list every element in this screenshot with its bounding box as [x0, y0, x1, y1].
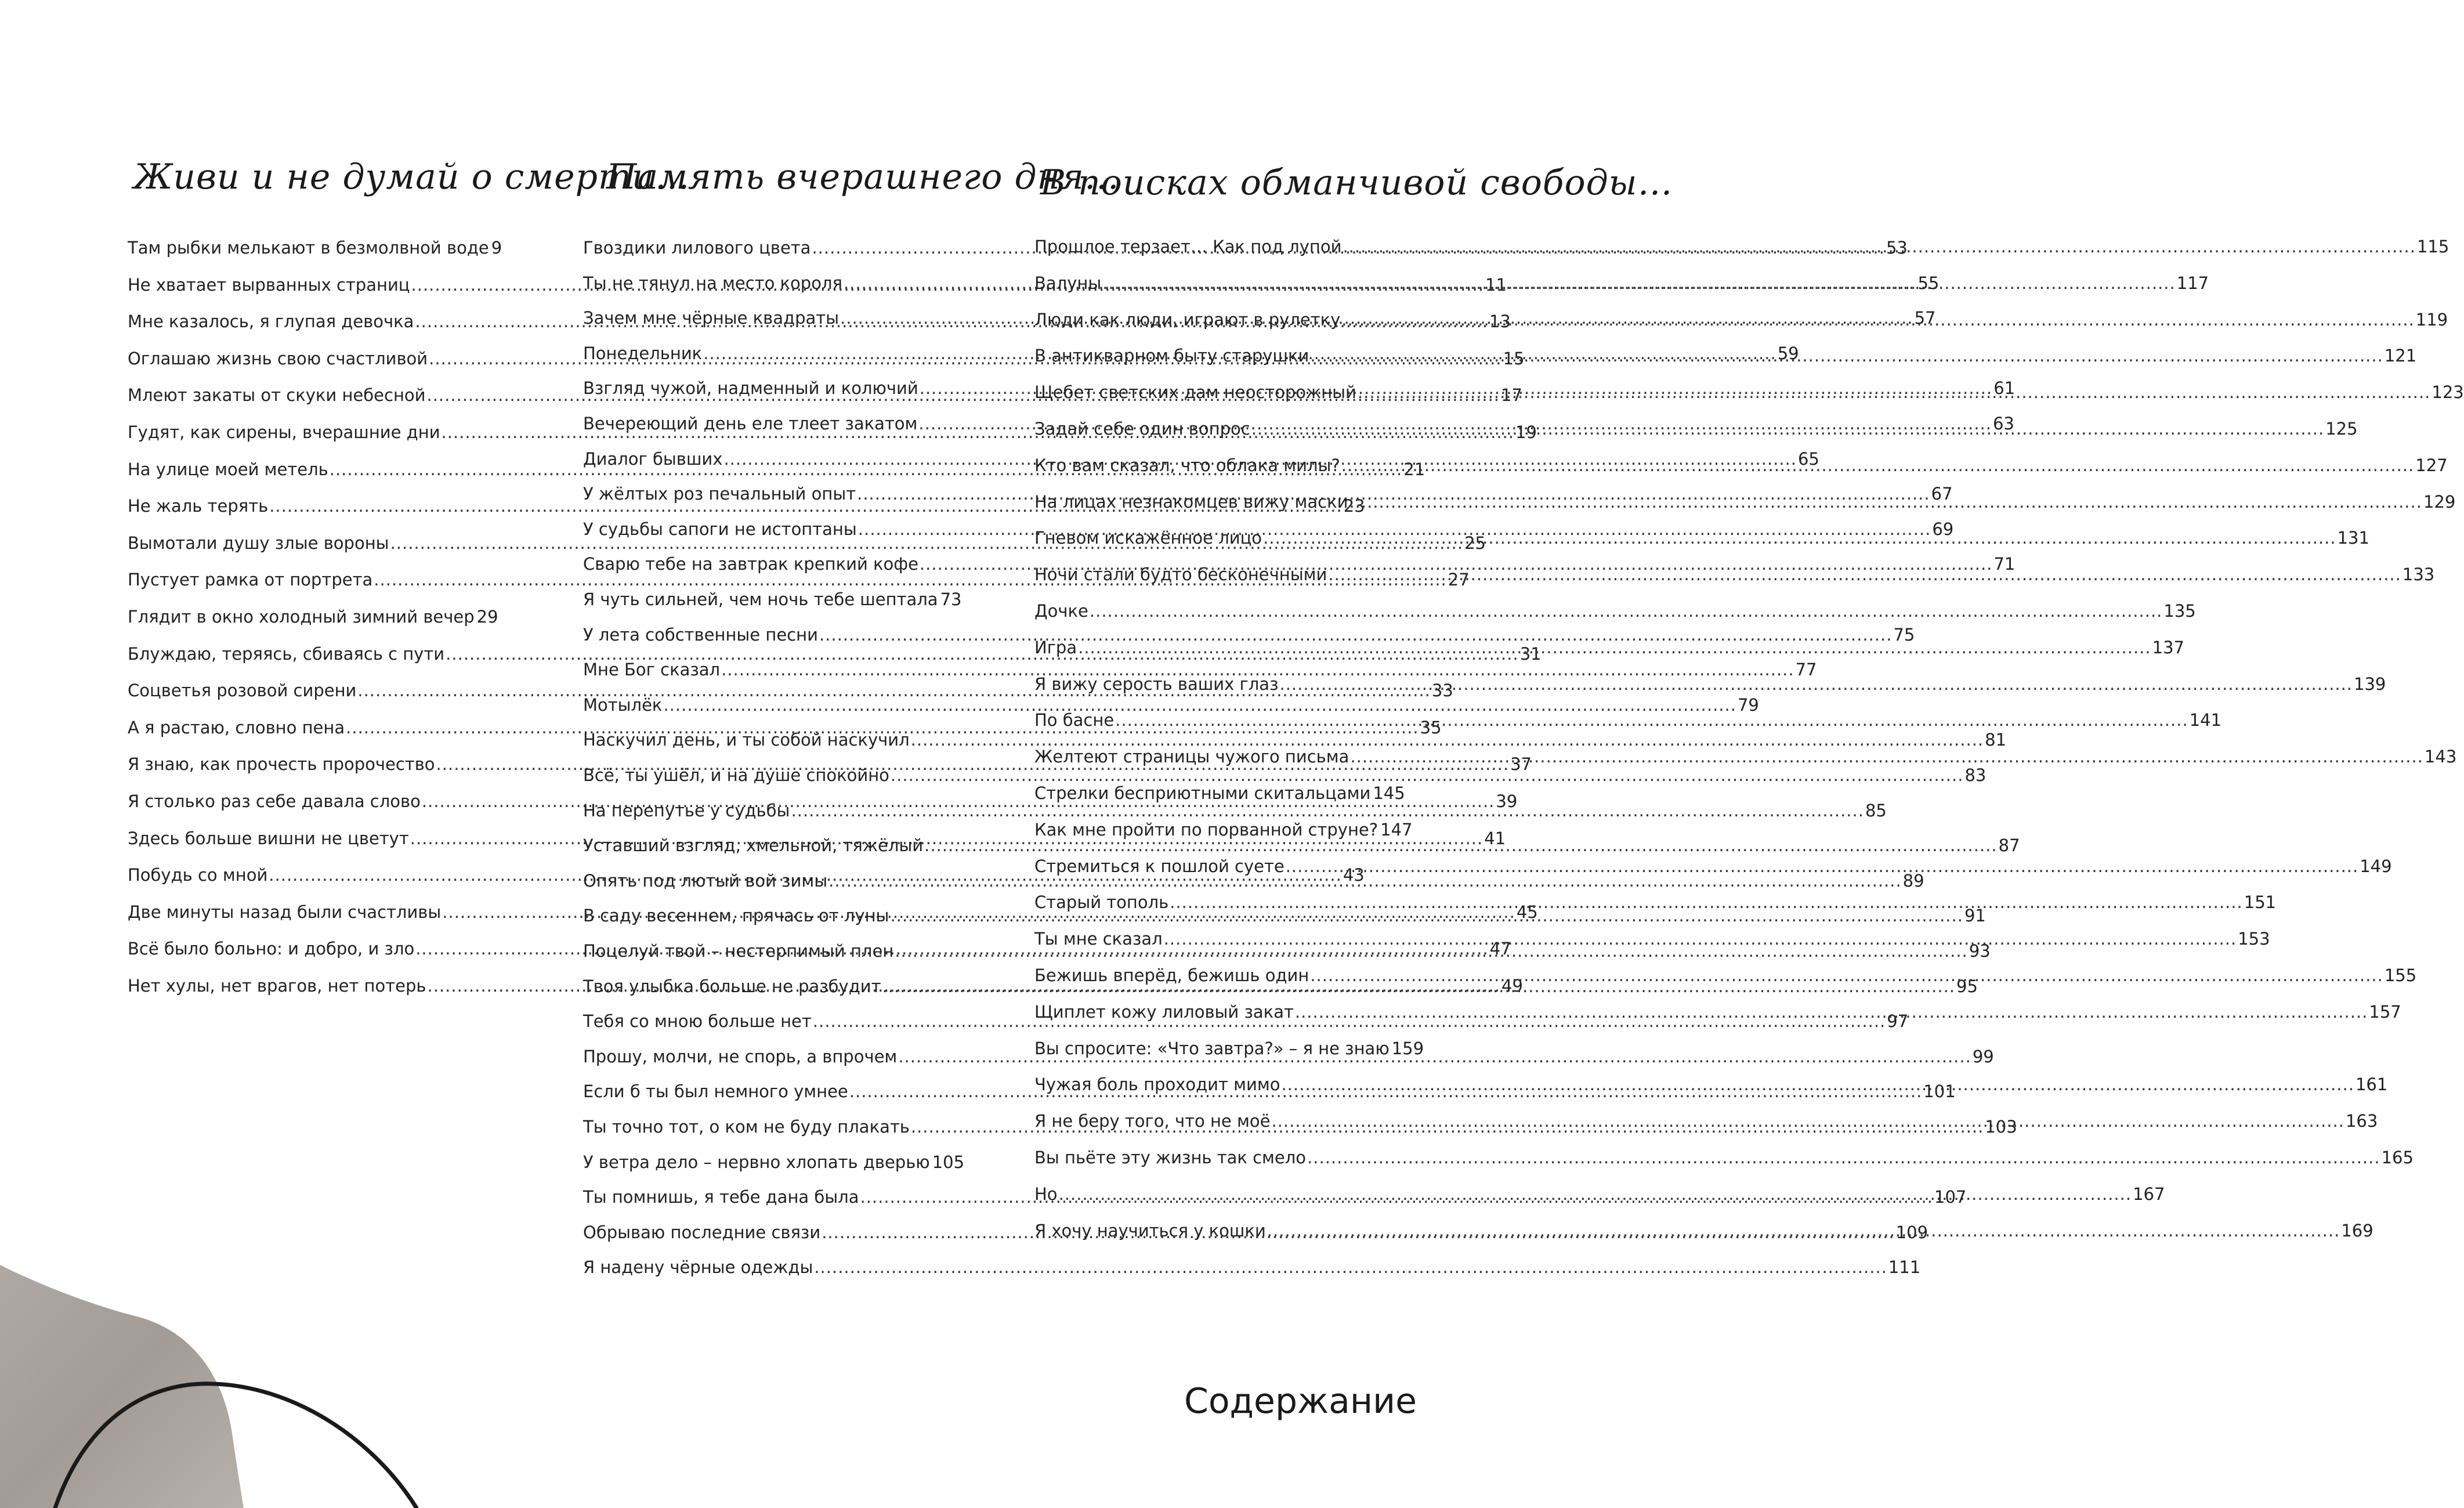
toc-entry-page: 13 — [1489, 312, 1511, 332]
toc-entry-page: 59 — [1777, 343, 1799, 363]
toc-entry-page: 11 — [1485, 274, 1507, 295]
toc-entry-title: Опять под лютый вой зимы — [583, 870, 828, 891]
toc-entry[interactable] — [583, 624, 1915, 645]
dot-leader — [1307, 1148, 2380, 1167]
toc-entry-page: 151 — [2244, 892, 2277, 913]
toc-entry-title: Я вижу серость ваших глаз — [1034, 674, 1279, 694]
toc-entry-page: 85 — [1865, 800, 1887, 820]
toc-entry[interactable] — [1034, 1038, 1424, 1058]
toc-entry-page: 71 — [1993, 554, 2016, 574]
toc-entry-title: На лицах незнакомцев вижу маски — [1034, 491, 1348, 512]
toc-entry-title: Щиплет кожу лиловый закат — [1034, 1001, 1294, 1022]
toc-entry[interactable] — [583, 554, 2016, 574]
stone-blob — [0, 1265, 244, 1508]
toc-entry-page: 165 — [2381, 1148, 2414, 1167]
toc-entry-title: Взгляд чужой, надменный и колючий — [583, 378, 918, 399]
toc-entry-page: 147 — [1380, 819, 1413, 840]
toc-entry-page: 137 — [2152, 637, 2184, 657]
toc-entry-page: 33 — [1431, 681, 1453, 701]
toc-entry[interactable] — [583, 590, 962, 609]
toc-entry-page: 73 — [940, 590, 962, 609]
toc-entry-page: 105 — [932, 1152, 965, 1172]
toc-entry-page: 63 — [1992, 414, 2014, 433]
toc-entry-page: 77 — [1795, 660, 1817, 680]
dot-leader — [1280, 674, 2353, 694]
toc-entry-page: 31 — [1519, 643, 1542, 664]
toc-entry-page: 87 — [1998, 836, 2020, 856]
toc-entry-title: Бежишь вперёд, бежишь один — [1034, 965, 1309, 985]
toc-entry-page: 149 — [2360, 856, 2392, 876]
toc-entry-title: Гудят, как сирены, вчерашние дни — [128, 422, 440, 442]
toc-entry-page: 61 — [1993, 378, 2016, 399]
toc-entry-title: Зачем мне чёрные квадраты — [583, 308, 840, 328]
toc-entry-page: 35 — [1420, 717, 1442, 737]
toc-entry-title: Уставший взгляд, хмельной, тяжёлый — [583, 836, 924, 856]
toc-entry[interactable] — [583, 1152, 965, 1172]
dot-leader — [791, 801, 1864, 820]
toc-entry-page: 159 — [1391, 1038, 1424, 1058]
dot-leader — [1115, 710, 2188, 730]
section-title: В поисках обманчивой свободы… — [1040, 162, 1673, 203]
dot-leader — [1102, 273, 2176, 293]
toc-entry-page: 45 — [1516, 902, 1538, 922]
toc-entry-title: Сварю тебе на завтрак крепкий кофе — [583, 554, 918, 574]
toc-entry-page: 49 — [1501, 976, 1523, 996]
toc-entry-title: Твоя улыбка больше не разбудит — [583, 976, 881, 996]
toc-entry-title: Я столько раз себе давала слово — [128, 791, 421, 811]
toc-entry-title: Как мне пройти по порванной струне? — [1034, 819, 1378, 840]
dot-leader — [1310, 346, 2383, 366]
dot-leader — [1090, 601, 2163, 621]
toc-entry-title: Прошлое терзает… Как под лупой — [1034, 237, 1342, 256]
toc-entry-title: Ты не тянул на место короля — [583, 273, 842, 293]
toc-entry[interactable] — [1034, 856, 2392, 876]
toc-entry-page: 157 — [2369, 1001, 2401, 1022]
dot-leader — [1310, 965, 2383, 985]
toc-entry-title: Две минуты назад были счастливы — [128, 902, 442, 922]
toc-entry-title: Игра — [1034, 637, 1077, 657]
toc-entry-title: Кто вам сказал, что облака милы? — [1034, 455, 1340, 475]
toc-entry-page: 141 — [2189, 710, 2222, 731]
toc-entry-title: Нет хулы, нет врагов, нет потерь — [128, 976, 426, 996]
toc-entry[interactable] — [128, 607, 498, 627]
toc-entry-title: Побудь со мной — [128, 865, 268, 885]
toc-entry-title: Глядит в окно холодный зимний вечер — [128, 607, 475, 627]
toc-entry-title: Гневом искажённое лицо — [1034, 528, 1262, 548]
toc-entry-page: 43 — [1343, 865, 1365, 885]
toc-entry-page: 79 — [1737, 695, 1759, 715]
dot-leader — [1343, 237, 2416, 256]
toc-entry-title: Чужая боль проходит мимо — [1034, 1075, 1280, 1095]
toc-entry-page: 117 — [2176, 273, 2209, 293]
toc-entry-title: Но — [1034, 1184, 1058, 1204]
toc-entry[interactable] — [1034, 1148, 2414, 1167]
dot-leader — [1328, 565, 2401, 584]
toc-entry-title: Прошу, молчи, не спорь, а впрочем — [583, 1046, 898, 1066]
toc-entry-title: В антикварном быту старушки — [1034, 346, 1309, 366]
dot-leader — [1170, 892, 2243, 912]
toc-entry-page: 109 — [1895, 1222, 1928, 1242]
toc-entry-title: Поцелуй твой – нестерпимый плен — [583, 941, 894, 961]
toc-entry-title: На улице моей метель — [128, 459, 328, 479]
toc-entry-title: Вы спросите: «Что завтра?» – я не знаю — [1034, 1038, 1390, 1058]
dot-leader — [1350, 747, 2423, 766]
toc-entry-title: Задай себе один вопрос — [1034, 419, 1250, 439]
toc-entry-page: 143 — [2424, 747, 2457, 767]
dot-leader — [1341, 455, 2415, 475]
toc-entry-page: 125 — [2325, 419, 2358, 439]
toc-entry-page: 161 — [2355, 1075, 2388, 1095]
toc-entry-page: 83 — [1964, 765, 1987, 785]
toc-entry-page: 17 — [1501, 385, 1522, 406]
dot-leader — [1267, 1221, 2340, 1241]
decorative-shape — [0, 1265, 441, 1508]
toc-entry-title: Соцветья розовой сирени — [128, 681, 357, 701]
toc-entry-title: Я надену чёрные одежды — [583, 1257, 813, 1278]
toc-entry-title: Мне Бог сказал — [583, 660, 721, 680]
toc-entry-title: Всё, ты ушёл, и на душе спокойно — [583, 765, 889, 785]
toc-entry-title: Не жаль терять — [128, 496, 269, 516]
section-title: Память вчерашнего дня… — [606, 157, 1120, 197]
toc-entry-page: 101 — [1923, 1082, 1956, 1102]
toc-entry-title: Дочке — [1034, 601, 1088, 621]
toc-entry-title: Всё было больно: и добро, и зло — [128, 939, 415, 959]
toc-entry-page: 91 — [1964, 906, 1986, 926]
toc-entry-title: Млеют закаты от скуки небесной — [128, 385, 426, 406]
toc-entry-page: 145 — [1373, 783, 1405, 803]
toc-entry-title: На перепутье у судьбы — [583, 800, 790, 820]
toc-entry-page: 163 — [2345, 1111, 2378, 1131]
toc-entry-page: 155 — [2384, 965, 2417, 985]
toc-entry-title: Вымотали душу злые вороны — [128, 533, 389, 553]
toc-entry-page: 29 — [476, 607, 498, 627]
toc-entry-page: 69 — [1932, 519, 1954, 539]
toc-entry-page: 127 — [2415, 455, 2448, 475]
toc-entry-page: 81 — [1985, 730, 2007, 750]
toc-entry-title: Ты точно тот, о ком не буду плакать — [583, 1117, 910, 1137]
toc-entry-title: Ты мне сказал — [1034, 929, 1163, 949]
toc-entry-title: Старый тополь — [1034, 892, 1169, 913]
dot-leader — [1341, 310, 2415, 330]
toc-entry-title: Я чуть сильней, чем ночь тебе шептала — [583, 590, 938, 609]
toc-entry-title: Я знаю, как прочесть пророчество — [128, 754, 435, 775]
toc-entry-page: 123 — [2432, 382, 2464, 403]
dot-leader — [814, 1257, 1887, 1277]
toc-entry-title: У судьбы сапоги не истоптаны — [583, 519, 857, 539]
toc-entry[interactable] — [583, 1257, 1921, 1278]
toc-entry-page: 23 — [1343, 496, 1365, 516]
toc-entry-page: 95 — [1956, 976, 1978, 996]
toc-entry-title: Я не беру того, что не моё — [1034, 1111, 1271, 1131]
toc-entry-title: Вы пьёте эту жизнь так смело — [1034, 1148, 1307, 1167]
toc-entry-title: Ночи стали будто бесконечными — [1034, 565, 1327, 585]
toc-entry-page: 169 — [2341, 1220, 2373, 1241]
toc-entry-title: Мне казалось, я глупая девочка — [128, 312, 414, 332]
toc-entry-page: 15 — [1503, 348, 1525, 368]
toc-entry-title: Валуны — [1034, 273, 1102, 293]
toc-entry-page: 75 — [1893, 624, 1915, 645]
toc-entry-page: 121 — [2384, 346, 2417, 366]
toc-entry-page: 25 — [1464, 533, 1486, 553]
toc-entry-page: 167 — [2133, 1184, 2165, 1204]
toc-entry-page: 115 — [2416, 237, 2449, 256]
toc-entry-title: У лета собственные песни — [583, 624, 818, 645]
dot-leader — [1271, 1111, 2344, 1131]
toc-entry-title: У жёлтых роз печальный опыт — [583, 484, 856, 504]
toc-entry-title: Гвоздики лилового цвета — [583, 238, 811, 258]
toc-entry-page: 37 — [1510, 754, 1532, 775]
toc-entry-page: 103 — [1985, 1117, 2017, 1137]
toc-entry-title: Пустует рамка от портрета — [128, 570, 373, 590]
dot-leader — [1295, 1002, 2368, 1022]
toc-entry-title: Обрываю последние связи — [583, 1222, 821, 1242]
toc-entry-page: 153 — [2238, 929, 2270, 949]
toc-entry-title: Наскучил день, и ты собой наскучил — [583, 730, 910, 750]
toc-entry-title: По басне — [1034, 710, 1115, 731]
dot-leader — [1251, 419, 2325, 439]
dot-leader — [1263, 528, 2336, 548]
toc-entry-title: Оглашаю жизнь свою счастливой — [128, 348, 428, 368]
toc-entry-page: 55 — [1917, 273, 1940, 293]
toc-entry-page: 119 — [2415, 309, 2448, 330]
toc-entry[interactable] — [1034, 601, 2196, 621]
toc-entry-page: 39 — [1496, 791, 1518, 811]
toc-entry-page: 67 — [1931, 484, 1953, 504]
toc-entry[interactable] — [583, 695, 1759, 715]
toc-entry-page: 133 — [2402, 565, 2435, 585]
toc-entry-page: 89 — [1902, 870, 1924, 891]
toc-entry-title: У ветра дело – нервно хлопать дверью — [583, 1152, 930, 1172]
toc-entry-title: Блуждаю, теряясь, сбиваясь с пути — [128, 643, 445, 664]
toc-entry-title: Не хватает вырванных страниц — [128, 274, 410, 295]
dot-leader — [1078, 638, 2151, 657]
dot-leader — [1358, 382, 2431, 402]
page-heading: Содержание — [1184, 1381, 1417, 1422]
toc-entry-page: 107 — [1934, 1187, 1967, 1207]
toc-entry[interactable] — [583, 730, 2007, 750]
toc-entry-title: Стрелки бесприютными скитальцами — [1034, 783, 1371, 803]
toc-entry-page: 47 — [1489, 939, 1511, 959]
toc-entry-title: Тебя со мною больше нет — [583, 1011, 812, 1032]
toc-entry-page: 27 — [1448, 570, 1470, 590]
toc-entry-title: Здесь больше вишни не цветут — [128, 828, 409, 848]
section-title: Живи и не думай о смерти… — [133, 157, 690, 197]
toc-entry-page: 129 — [2423, 491, 2456, 512]
toc-entry[interactable] — [1034, 783, 1405, 803]
toc-entry-page: 99 — [1972, 1046, 1994, 1066]
toc-entry-page: 97 — [1887, 1011, 1909, 1032]
toc-entry-page: 9 — [491, 238, 502, 258]
toc-entry-page: 19 — [1515, 422, 1537, 442]
dot-leader — [1281, 1075, 2354, 1094]
dot-leader — [1059, 1184, 2132, 1204]
dot-leader — [1164, 929, 2237, 949]
toc-entry-page: 41 — [1484, 828, 1506, 848]
toc-entry-page: 135 — [2163, 601, 2196, 621]
toc-entry-title: А я растаю, словно пена — [128, 717, 345, 737]
toc-entry-title: Желтеют страницы чужого письма — [1034, 747, 1349, 767]
toc-entry[interactable] — [1034, 965, 2417, 985]
toc-entry-title: Щебет светских дам неосторожный — [1034, 382, 1356, 403]
toc-entry-page: 139 — [2354, 674, 2386, 694]
dot-leader — [1286, 856, 2359, 876]
toc-entry[interactable] — [583, 765, 1987, 785]
toc-entry-page: 93 — [1969, 941, 1991, 961]
toc-entry[interactable] — [1034, 819, 1413, 840]
toc-entry-page: 21 — [1403, 459, 1425, 479]
toc-entry-title: Мотылёк — [583, 695, 663, 715]
toc-entry-title: Люди как люди, играют в рулетку — [1034, 309, 1341, 330]
toc-entry-title: Если б ты был немного умнее — [583, 1082, 848, 1102]
toc-entry-page: 111 — [1888, 1257, 1921, 1278]
toc-entry-page: 53 — [1886, 238, 1908, 258]
toc-entry[interactable] — [128, 238, 502, 258]
toc-entry-title: Я хочу научиться у кошки — [1034, 1220, 1266, 1241]
toc-entry-page: 57 — [1914, 308, 1936, 328]
toc-entry[interactable] — [583, 660, 1817, 680]
toc-entry-title: Там рыбки мелькают в безмолвной воде — [128, 238, 489, 258]
toc-entry-title: Понедельник — [583, 343, 703, 363]
dot-leader — [1349, 492, 2422, 512]
toc-entry-title: В саду весеннем, прячась от луны — [583, 906, 889, 926]
toc-entry-title: Вечереющий день еле тлеет закатом — [583, 414, 918, 433]
toc-entry-title: Диалог бывших — [583, 449, 723, 469]
toc-entry-title: Стремиться к пошлой суете — [1034, 856, 1285, 876]
toc-entry-page: 65 — [1797, 449, 1819, 469]
toc-entry-title: Ты помнишь, я тебе дана была — [583, 1187, 859, 1207]
toc-entry-page: 131 — [2337, 528, 2369, 548]
dot-leader — [891, 765, 1964, 785]
